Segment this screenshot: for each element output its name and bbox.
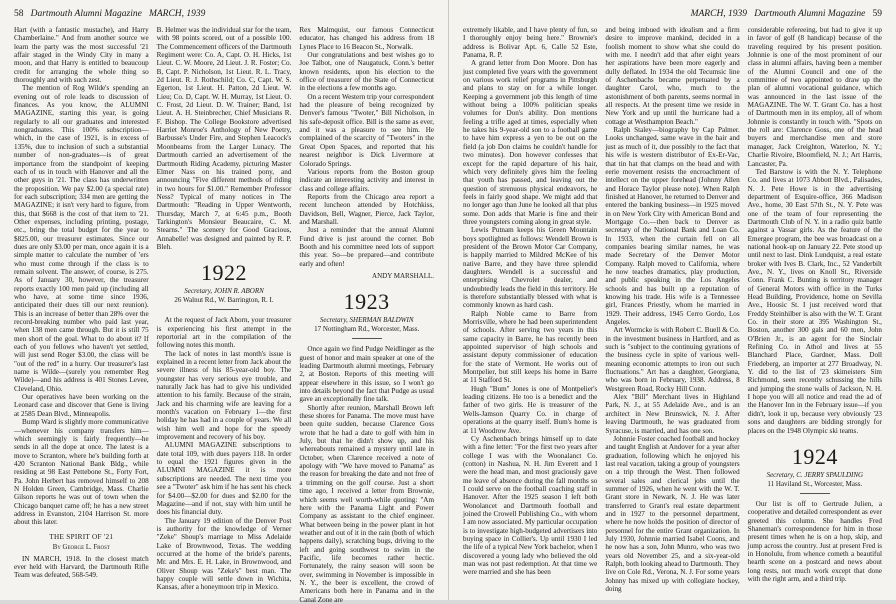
secretary-address: 11 Haviland St., Worcester, Mass.: [767, 479, 863, 488]
paragraph: Shortly after reunion, Marshall Brown left these shores for Panama. The move must have been quite sudden, because Clarence Goss wrote that he had a date to golf with him in July, but that he didn't show up, and his whereabouts remained a mystery until late in October, when Clarence received a note of apology with "We have moved to Panama" as the reason for breaking the date and not free of a trimming on the golf course. Just a short time ago, I received a letter from Brownie, which seems well worth-while quoting: "Am here with the Panama Light and Power Company as assistant to the chief engineer. What between being in the power plant in hot weather and out of it in the rain (both of which happens daily), scratching bugs, driving to the left and going southwest to swim in the Pacific, life becomes rather hectic. Fortunately, the rainy season will soon be over, swimming in November is impossible in N. Y., the beer is excellent, the crowd of Americans both here in Panama and in the Canal Zone are: [299, 403, 435, 604]
subheading: THE SPIRIT OF '21: [49, 532, 114, 541]
divider: [352, 338, 382, 339]
class-section-heading: [748, 445, 882, 494]
paragraph: Hugh "Bum" Jones is one of Montpelier's leading citizens. He too is a benedict and the father of two girls. He is treasurer of the Wells-Jamson Quarry Co. in charge of operations at the quarry itself. Bum's home is at 11 Woodrow Ave.: [463, 384, 598, 435]
issue-date: MARCH, 1939: [148, 9, 206, 19]
paragraph: The lack of notes in last month's issue is explained in a recent letter from Jack about the severe illness of his 85-year-old boy. The youngster has very serious eye trouble, and naturally Jack has had to give his undivided attention to his family. Because of the strain, Jack and his charming wife are leaving for a month's vacation on February 1—the first holiday he has had in a couple of years. We all wish him well and hope for the speedy improvement and recovery of his boy.: [156, 349, 292, 442]
class-year: 1923: [343, 289, 390, 315]
divider: [800, 493, 830, 494]
paragraph: Ralph Staley—biography by Cap Palmer. Looks unchanged, same wave in the hair and just as much of it, due possibly to the fact that his wife is western distributor of Ex-Er-Vac, that tin hat that clamps on the head and with eerie movement resists the encroachment of intellect on the upper forehead (Johnny Allen and Horace Taylor please note). When Ralph finished at Hanover, he returned to Denver and entered the banking business—in 1925 moved in on New York City with American Bond and Mortgage Co.—then back to Denver as secretary of the National Bank and Loan Co. In 1933, when the curtain fell on all companies bearing similar names, he was made Secretary of the Denver Motor Company. Ralph moved to California, where he now teaches dramatics, play production, and public speaking in the Los Angeles schools and has built up a reputation of knowing his trade. His wife is a Tennessee girl, Frances Priestly, whom he married in 1929. Their address, 1945 Cerro Gordo, Los Angeles.: [605, 126, 740, 327]
paragraph: Art Wormcke is with Robert C. Buell & Co. in the investment business in Hartford, and as such is "subject to the continuing gyrations of the business cycle in spite of various well-meaning economic attempts to iron out such fluctuations." Art has a daughter, Georgiana, who was born in February, 1938. Address, 8 Westgreen Road, Rocky Hill Conn.: [605, 326, 740, 393]
paragraph: Ted Barstow is with the N. Y. Telephone Co. and lives at 1073 Abbott Blvd., Palisades, N. J. Pete Howe is in the advertising department of Esquire-office, 366 Madison Ave., home, 30 East 57th St., N. Y. Pete was one of the team of four representing the Dartmouth Club of N. Y. in a radio quiz battle against a Vassar girls. As the feature of the Emergee program, the bee was broadcast on a national hook-up on January 22. Pete stood up until next to last. Dink Lundquist, a real estate broker with Ives B. Clark, Inc., 52 Vanderbilt Ave., N. Y., lives on Knoll St., Riverside Conn. Frank C. Bunting is territory manager of General Motors with office in the Turks Head Building, Providence, home on Sevilla Ave., Hoosic St. I just received word that Freddy Steinhilber is also with the W. T. Grant Co. in their store at 395 Washington St., Boston, another 300 gals and 60 men, John O'Brien Jr., is an agent for the Sinclair Refining Co. in Athol and lives at 55 Blanchard Place, Gardner, Mass. Doll Friedeberg, an importer at 277 Broadway, N. Y. did to the list of '23 skimeisters Sim Richmond, seen recently schussing the hills and jumping the stone walls of Jackson, N. H. I hope you will all notice and read the ad of the Hanover Inn in the February issue—if you didn't, look it up, because very obviously '23 sons and daughters are bidding strongly for places on the 1948 Olympic ski teams.: [747, 167, 882, 435]
paragraph: Hart (with a fantastic mustache), and Harry Chamberlaine." And from another source we learn the party was the most successful '21 affair staged in the Windy City in many a moon, and that Harry is entitled to beaucoup credit for arranging the whole thing so thoroughly and with such zest.: [14, 26, 149, 85]
paragraph: The January 19 edition of the Denver Post is authority for the knowledge of Verner "Zeke" Shoup's marriage to Miss Adelaide Lake of Brownwood, Texas. The wedding occurred at the home of the bride's parents, Mr. and Mrs. E. H. Lake, in Brownwood, and Oliver Shoup was "Zeke's" best man. The happy couple will settle down in Wichita, Kansas, after a honeymoon trip in Mexico.: [156, 516, 292, 592]
paragraph: On a recent Western trip your correspondent had the pleasure of being recognized by Denver's famous "Twoter," Bill Nicholson, in his safe-deposit office. Bill is the same as ever, and it was a pleasure to see him. He complained of the scarcity of "Twoters" in the Great Open Spaces, and reported that his nearest neighbor is Dick Livermore at Colorado Springs.: [299, 92, 435, 168]
paragraph: Our operatives have been working on the Leonard case and discover that Gene is living at 2585 Dean Blvd., Minneapolis.: [14, 393, 149, 418]
magazine-title: Dartmouth Alumni Magazine: [30, 9, 142, 19]
column: [157, 26, 292, 594]
paragraph: Our list is off to Gertrude Julien, a cooperative and detailed correspondent as ever greeted this column. She handles Fred Shaneman's correspondence for him in those present times when he is on a hop, skip, and jump across the country. Just at present Fred is in Honolulu, from whence cometh a beautiful hearth scene on a postcard and news about long rests, not much work except that done with the right arm, and a third trip.: [747, 499, 882, 583]
magazine-title: Dartmouth Alumni Magazine: [754, 9, 866, 19]
paragraph: At the request of Jack Aborn, your treasurer is experiencing his first attempt in the reportorial art in the compilation of the following notes this month.: [156, 316, 292, 350]
issue-date: MARCH, 1939: [690, 9, 748, 19]
paragraph: ALUMNI MAGAZINE subscriptions to date total 109, with dues payers 118. In order to equal the 1921 figures given in the ALUMNI MAGAZINE it is more subscriptions are needed. The next time you see a "Twoter" ask him if he has sent his check for $4.00—$2.00 for dues and $2.00 for the Magazine—and if not, stay with him until he does his financial duty.: [156, 441, 292, 517]
class-secretary: Secretary, C. JERRY SPAULDING: [766, 470, 864, 479]
paragraph: Various reports from the Boston group indicate an interesting activity and interest in class and college affairs.: [299, 167, 435, 193]
paragraph: Ralph Noble came to Barre from Morrisville, where he had been superintendent of schools. After serving two years in this same capacity in Barre, he has recently been appointed supervisor of high schools and assistant deputy commissioner of education for the state of Vermont. He works out of Montpelier, but still keeps his home in Barre at 11 Stafford St.: [463, 309, 598, 385]
signature: ANDY MARSHALL.: [372, 271, 435, 280]
column: [748, 26, 882, 594]
header-left: [14, 9, 205, 19]
paragraph: Alex "Bill" Merchant lives in Highland Park, N. J., at 55 Adelaide Ave., and is an architect in New Brunswick, N. J. After leaving Dartmouth, he was graduated from Syracuse, is married, and has one son.: [605, 393, 740, 435]
column: [463, 26, 597, 594]
column: [299, 26, 435, 604]
running-header: [14, 9, 434, 21]
left-columns: [14, 26, 435, 604]
class-section-heading: [299, 290, 434, 339]
paragraph: and being imbued with idealism and a firm desire to improve mankind, decided in a foolish moment to show what she could do with me. I needn't add that after eight years her aspirations have been more eagerly and dully deflated. In 1934 the old Tecumsic line of Aschenbachs became perpetuated by a daughter Carol, who, much to the astonishment of both parents, seems normal in all respects. At the present time we reside in New York and up until the hurricane had a cottage at Westhampton Beach.": [605, 26, 740, 126]
page-number: 58: [14, 9, 24, 19]
running-header: [463, 9, 882, 21]
paragraph: Rex Malmquist, our famous Connecticut educator, has changed his address from 18 Lynes Place to 16 Beacon St., Norwalk.: [299, 26, 435, 51]
page-number: 59: [872, 9, 882, 19]
class-secretary: Secretary, SHERMAN BALDWIN: [319, 316, 414, 325]
paragraph: Cy Aschenbach brings himself up to date with a fine letter: "For the first two years after college I was with the Woonalanct Co. (cotton) in Nashua, N. H. Jim Everett and I were the head man, and most graciously gave me leave of absence during the fall months so I could serve on the football coaching staff in Hanover. After the 1925 season I left both Wonolancet and Dartmouth football and joined the Crowell Publishing Co., with whom I am now associated. My particular occupation is to investigate high-budgeted advertisers into buying space in Collier's. Up until 1930 I led the life of a typical New York bachelor, when I discovered a young lady who believed the old man was not past redemption. At that time we were married and she has been: [463, 434, 598, 577]
column: [605, 26, 739, 594]
byline: By George L. Frost: [52, 543, 110, 551]
column: [14, 26, 149, 594]
right-page: [448, 0, 896, 600]
paragraph: B. Helmer was the individual star for the team, with 98 points scored, out of a possible 100. The Commencement officers of the Dartmouth Regiment were: Co. A, Capt. O. H. Hicks, 1st Lieut. C. W. Moore, 2d Lieut. J. R. Foster; Co. B, Capt. P. Nicholson, 1st Lieut. R. L. Tracy, 2d Lieut. R. J. Rothschild; Co. C, Capt. W. S. Egerton, 1st Lieut. H. Patton, 2d Lieut. W. Lieu; Co. D, Capt. W. H. Murray, 1st Lieut. O. C. Frost, 2d Lieut. D. W. Trainer; Band, 1st Lieut. A. H. Steinbrecher, Chief Musicians R. F. Bishop. The College Bookstore advertised Harriet Monroe's Anthology of New Poetry, Barbusse's Under Fire, and Stephen Leacock's Moonbeams from the Larger Lunacy. The Dartmouth carried an advertisement of the Dartmouth Riding Academy, picturing Master Elmer Nass on his trained pony, and announcing "Five different methods of riding in two hours for $1.00." Remember Professor Ness? Typical of many notices in The Dartmouth: "Reading in Upper Wentworth, Thursday, March 7, at 6:45 p.m., Booth Tarkington's Monsieur Beaucaire, C. M. Stearns." The scenery for Good Gracious, Annabelle! was designed and painted by R. P. Bleh.: [156, 26, 292, 251]
paragraph: Our congratulations and best wishes go to Joe Talbot, one of Naugatuck, Conn.'s better known residents, upon his election to the office of treasurer of the State of Connecticut in the elections a few months ago.: [299, 51, 435, 93]
paragraph: Bump Ward is slightly more communicative—whenever his company transfers him—which seemingly is fairly frequently—he sends in all the dope at once. The latest is a move to Scranton, where he's building forth at 420 Scranton National Bank Bldg., while residing at 98 East Pettebone St., Forty Fort, Pa. John Herbert has removed himself to 208 N Holden Green, Cambridge, Mass. Charlie Gilson reports he was out of town when the Chicago banquet came off; he has a new street address in Evanston, 2104 Harrison St. more about this later.: [14, 418, 149, 527]
class-year: 1922: [201, 260, 247, 286]
paragraph: A grand letter from Don Moore. Don has just completed five years with the government on various work relief programs in Pittsburgh and plans to stay on for a while longer. Keeping a government job this length of time without being a 100% politician speaks volumes for Don's ability. Don mentions feeling a trifle aged at times, especially when he takes his 9-year-old son to a football game to have him express a yen to be out on the field (a job Don claims he couldn't handle for two minutes). Don however confesses that except for the rapid departure of his hair, which very definitely gives him the feeling that youth has passed, and leaving out the question of strenuous physical endeavors, he feels in fairly good shape. We might add that no longer ago than June he looked all that plus some. Don adds that Marie is fine and their three youngsters coming along in great style.: [463, 59, 598, 226]
divider: [209, 309, 239, 310]
header-right: [691, 9, 882, 19]
secretary-address: 17 Nottingham Rd., Worcester, Mass.: [314, 325, 420, 334]
paragraph: extremely likable, and I have plenty of fun, so I thoroughly enjoy being here." Brownie's address is Bolivar Apt. 6, Calle 52 Este, Panama, R. P.: [463, 26, 598, 60]
class-year: 1924: [791, 443, 838, 469]
right-columns: [463, 26, 882, 594]
paragraph: The mention of Rog Wilde's spending an evening out of role leads to discussion of finances. As you know, the ALUMNI MAGAZINE, starting this year, is going regularly to all our graduates and interested nongraduates. This 100% subscription—which, in the case of 1921, is in excess of 135%, due to inclusion of such a substantial number of non-graduates—is of great importance from the standpoint of keeping each of us in touch with Hanover and all the other guys in '21. The class has underwritten the proposition. We pay $2.00 (a special rate) for each subscription; 334 men are getting the MAGAZINE; it isn't very hard to figure, from this, that $668 is the cost of that item to '21. Other expenses, including printing, postage, etc., bring the total budget for the year to $825.00, our treasurer estimates. Since our dues are only $3.00 per man, once again it is a simple matter to calculate the number of 'ers who must come through if the class is to remain solvent. The answer, of course, is 275. As of January 30, however, the treasurer reports exactly 100 men paid up (including all who have, at some time since 1936, anticipated their dues till our next reunion). This is an increase of better than 28% over the record-breaking number who paid last year, when 138 men came through. But it is still 75 men short of the goal. What to do about it? If each of you fellows who haven't yet settled, will just send Roger $3.00, the class will be "out of the red" in a hurry. Our treasurer's last name is Wilde—(surely you remember Reg Wilde)—and his address is 401 Stones Levee, Cleveland, Ohio.: [14, 84, 149, 393]
paragraph: Just a reminder that the annual Alumni Fund drive is just around the corner. Bob Booth and his committee need lots of support this year. So—be prepared—and contribute early and often!: [299, 226, 435, 268]
paragraph: IN MARCH, 1918. In the closest match ever held with Harvard, the Dartmouth Rifle Team was defeated, 568-549.: [14, 554, 149, 580]
paragraph: Lewis Putnam keeps his Green Mountain boys spotlighted as follows: Wendell Brown is president of the Brown Motor Car Company, is happily married to Mildred McKee of his native Barre, and they have three splendid daughters. Wendell is a successful and enterprising Chevrolet dealer, and undoubtedly leads the field in this territory. He is therefore substantially blessed with what is commonly known as hard cash.: [463, 226, 598, 310]
paragraph: Reports from the Chicago area report a recent luncheon attended by Hotchkiss, Davidson, Bell, Wagner, Pierce, Jack Taylor, and Marshall.: [299, 192, 435, 226]
paragraph: considerable refereeing, but had to give it up in favor of golf (8 handicap) because of the traveling required by his present position. Johnnie is one of the most prominent of our class in alumni affairs, having been a member of the Alumni Council and one of the committee of two appointed to draw up the plan of alumni vocational guidance, which was announced in the last issue of the MAGAZINE. The W. T. Grant Co. has a host of Dartmouth men in its employ, all of whom Johnnie is constantly in touch with. "Spots on the roll are: Clarence Goss, one of the head buyers and merchandise men and store manager, Jack Creighton, Waterloo, N. Y.; Charlie Rivoire, Bloomfield, N. J.; Art Harris, Lancaster, Pa.: [747, 26, 882, 168]
class-section-heading: [157, 261, 292, 310]
secretary-address: 26 Walnut Rd., W. Barrington, R. I.: [174, 296, 274, 305]
paragraph: Once again we find Pudge Neidlinger as the guest of honor and main speaker at one of the leading Dartmouth alumni meetings, February 2, at Boston. Reports of this meeting will appear elsewhere in this issue, so I won't go into details beyond the fact that Pudge as usual gave an exceptionally fine talk.: [299, 345, 435, 404]
paragraph: Johnnie Foster coached football and hockey and taught English at Andover for a year after graduation, following which he enjoyed his last real vacation, taking a group of youngsters on a trip through the West. Then followed several sales and clerical jobs until the summer of 1926, when he went with the W. T. Grant store in Newark, N. J. He was later transferred to Grant's real estate department and in 1927 to the personnel department, where he now holds the position of director of personnel for the entire Grant organization. In July 1930, Johnnie married Isabel Coons, and he now has a son, John Munro, who was two years old November 25, and a six-year-old Ralph, both looking ahead to Dartmouth. They live on Cole Rd., Verona, N. J. For some years Johnny has mixed up with collegiate hockey, doing: [605, 434, 740, 594]
class-secretary: Secretary, JOHN R. ABORN: [184, 287, 264, 296]
